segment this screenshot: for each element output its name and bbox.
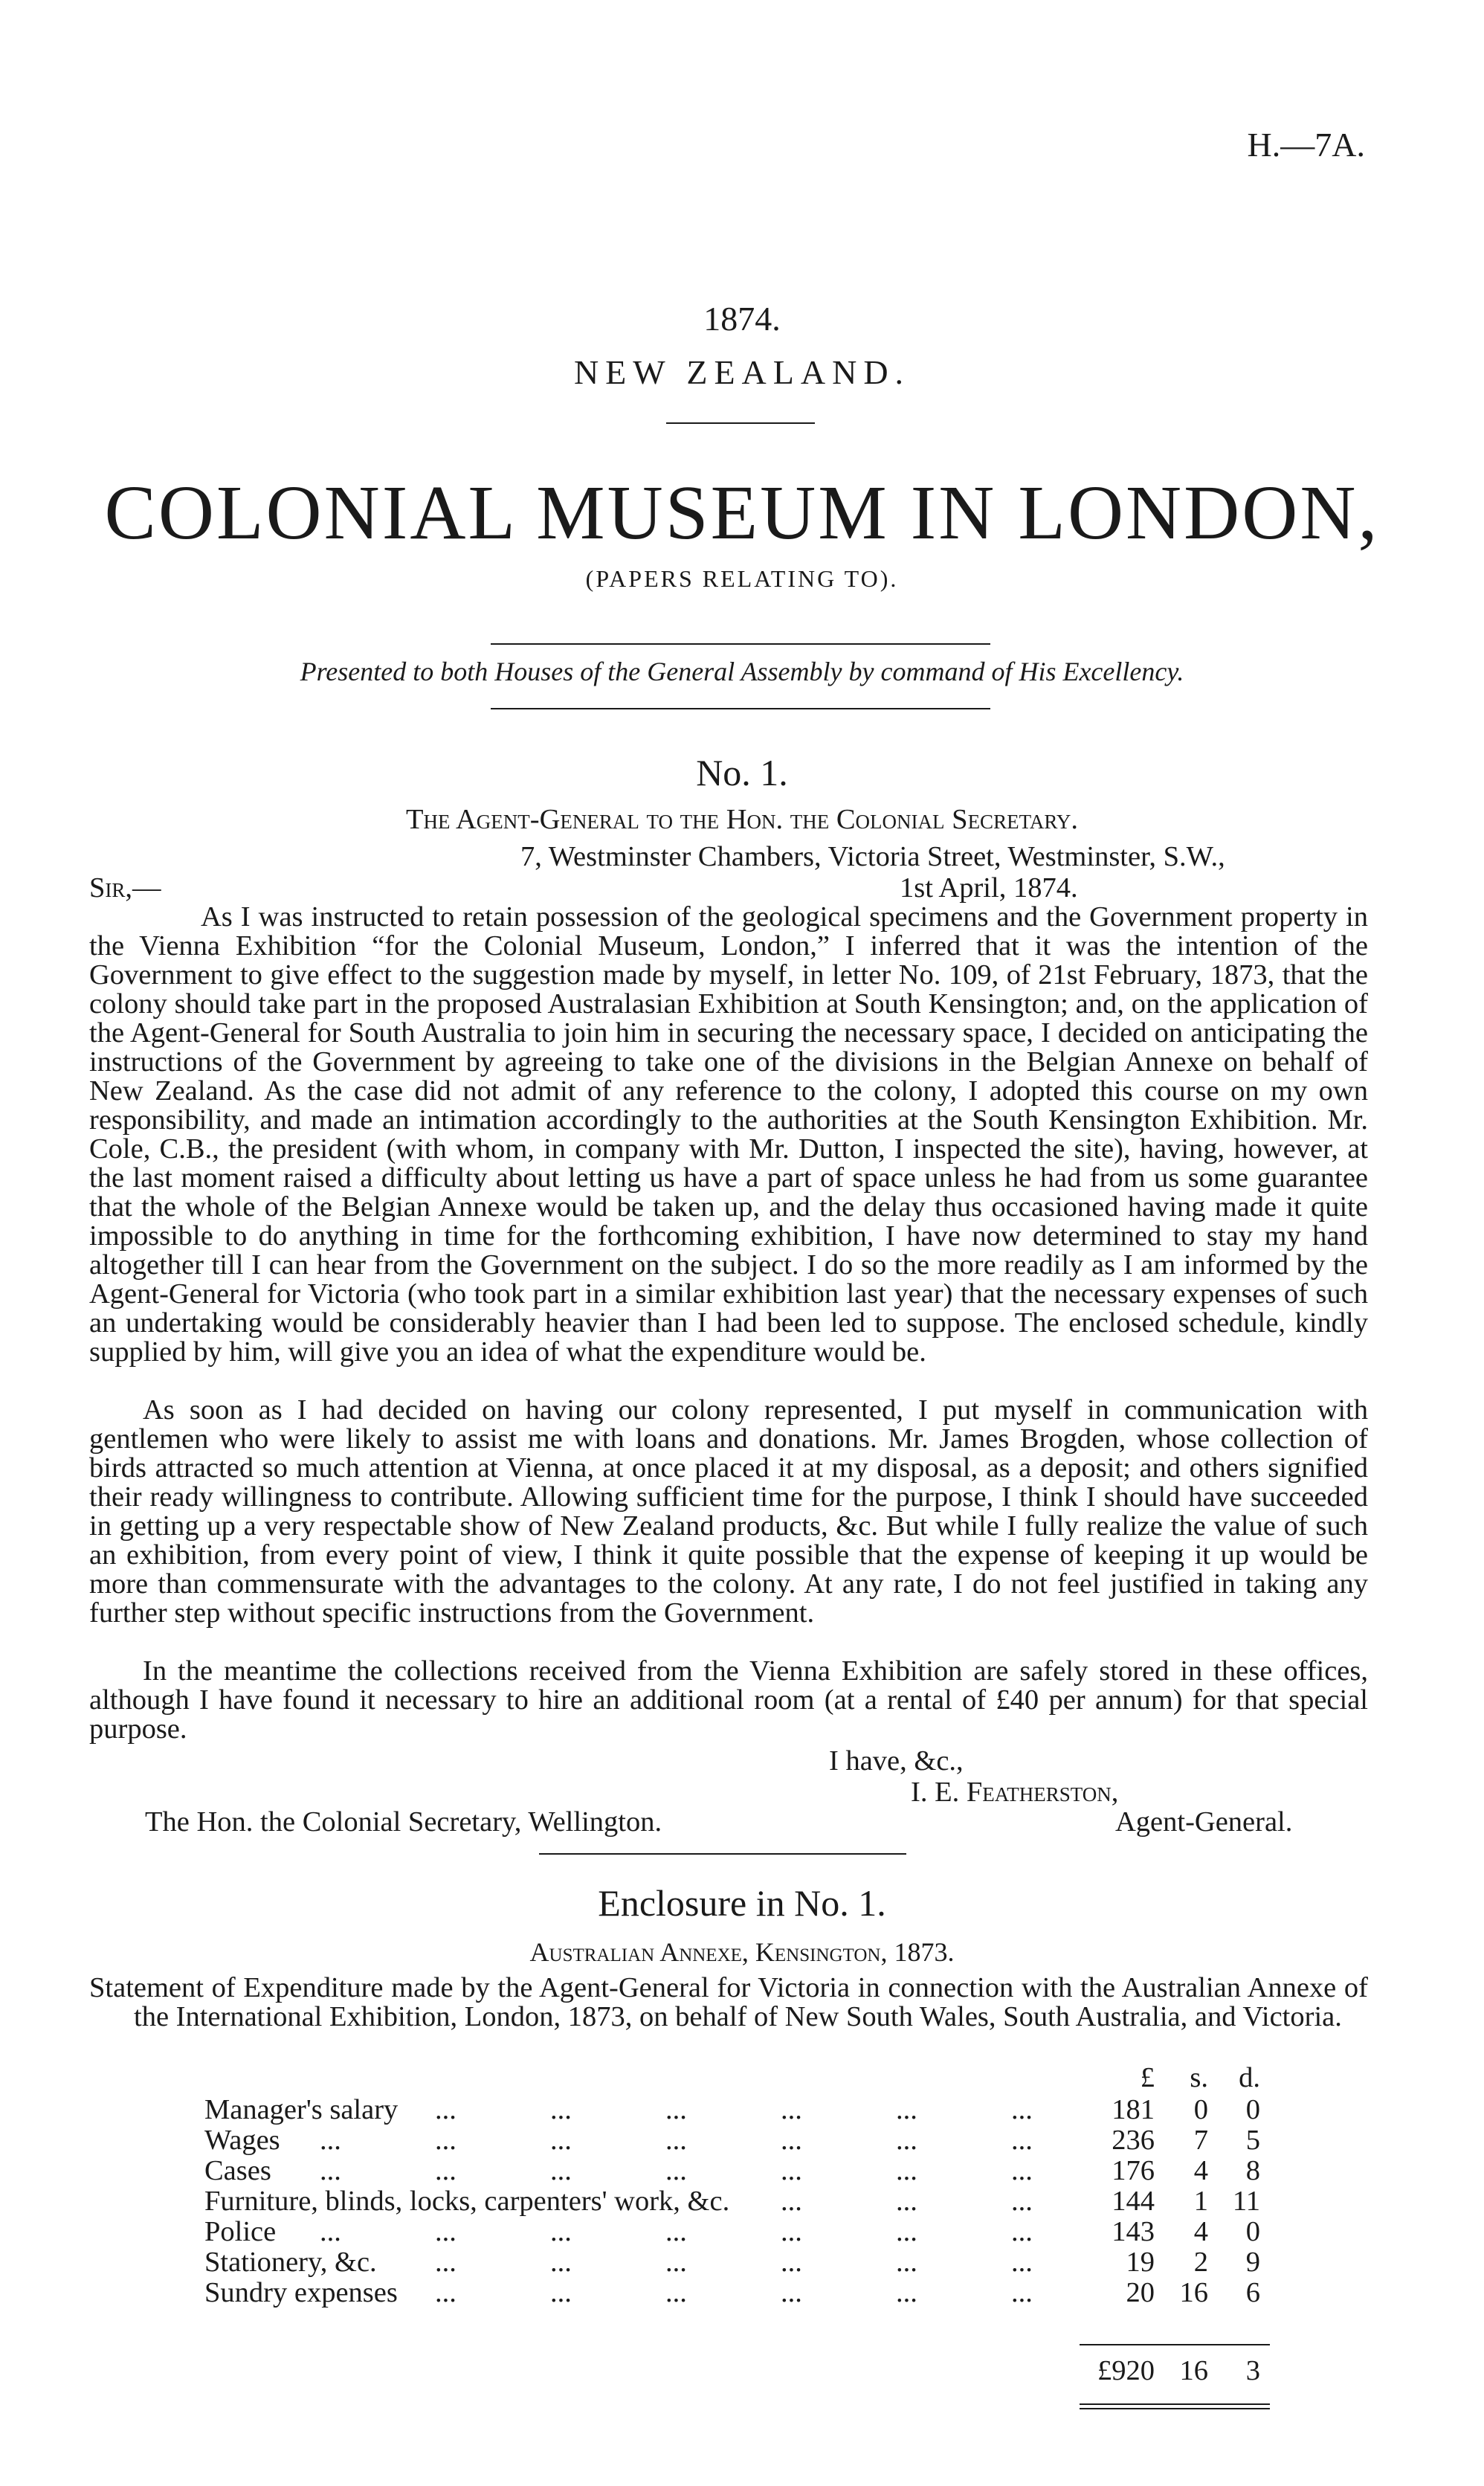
leader-dot: ...	[665, 2125, 687, 2156]
leader-dot: ...	[665, 2277, 687, 2308]
leader-dot: ...	[320, 2155, 341, 2186]
leader-dot: ...	[896, 2216, 917, 2247]
leader-dot: ...	[550, 2094, 572, 2125]
leader-dot: ...	[435, 2277, 457, 2308]
year: 1874.	[703, 300, 781, 338]
divider	[539, 1853, 906, 1855]
leader-dot: ...	[781, 2186, 802, 2217]
item-amount-pounds: 144	[1112, 2186, 1155, 2217]
total-double-rule	[1080, 2403, 1270, 2405]
item-amount-shillings: 7	[1193, 2125, 1208, 2156]
divider	[491, 643, 990, 645]
document-number: H.—7A.	[1247, 126, 1365, 164]
pence-header: d.	[1239, 2062, 1260, 2093]
item-label: Wages	[204, 2125, 280, 2156]
letter-date: 1st April, 1874.	[900, 872, 1078, 904]
leader-dot: ...	[435, 2247, 457, 2278]
leader-dot: ...	[1011, 2186, 1033, 2217]
leader-dot: ...	[896, 2277, 917, 2308]
leader-dot: ...	[550, 2216, 572, 2247]
leader-dot: ...	[665, 2216, 687, 2247]
leader-dot: ...	[781, 2155, 802, 2186]
leader-dot: ...	[1011, 2277, 1033, 2308]
page-title: COLONIAL MUSEUM IN LONDON,	[104, 470, 1380, 556]
letter-address: 7, Westminster Chambers, Victoria Street, Westminster, S.W.,	[520, 841, 1225, 872]
leader-dot: ...	[550, 2125, 572, 2156]
item-amount-pounds: 236	[1112, 2125, 1155, 2156]
item-amount-shillings: 0	[1193, 2094, 1208, 2125]
item-amount-pence: 11	[1232, 2186, 1260, 2217]
leader-dot: ...	[665, 2155, 687, 2186]
leader-dot: ...	[550, 2155, 572, 2186]
leader-dot: ...	[1011, 2216, 1033, 2247]
item-amount-shillings: 2	[1193, 2247, 1208, 2278]
enclosure-place: Australian Annexe, Kensington, 1873.	[529, 1937, 955, 1967]
item-amount-pounds: 19	[1126, 2247, 1155, 2278]
leader-dot: ...	[320, 2216, 341, 2247]
total-rule	[1080, 2344, 1270, 2345]
leader-dot: ...	[1011, 2155, 1033, 2186]
statement-text: Statement of Expenditure made by the Agent-General for Victoria in connection with the Australian Annexe of the International Exhibition, London, 1873, on behalf of New South Wales, South Australia, and Victoria.	[89, 1972, 1368, 2032]
item-amount-shillings: 4	[1193, 2155, 1208, 2186]
item-amount-shillings: 16	[1179, 2277, 1208, 2308]
letter-closing: I have, &c.,	[829, 1745, 964, 1777]
item-amount-pounds: 181	[1112, 2094, 1155, 2125]
signatory: I. E. Featherston,	[911, 1777, 1119, 1808]
leader-dot: ...	[435, 2125, 457, 2156]
salutation: Sir,—	[89, 872, 161, 904]
item-label: Stationery, &c.	[204, 2247, 377, 2278]
leader-dot: ...	[1011, 2125, 1033, 2156]
enclosure-heading: Enclosure in No. 1.	[598, 1882, 886, 1924]
item-label: Sundry expenses	[204, 2277, 398, 2308]
item-label: Police	[204, 2216, 277, 2247]
leader-dot: ...	[781, 2216, 802, 2247]
total-shillings: 16	[1179, 2355, 1208, 2386]
item-label: Cases	[204, 2155, 271, 2186]
item-amount-pounds: 176	[1112, 2155, 1155, 2186]
leader-dot: ...	[1011, 2094, 1033, 2125]
leader-dot: ...	[896, 2186, 917, 2217]
total-pence: 3	[1245, 2355, 1260, 2386]
total-pounds: £920	[1097, 2355, 1155, 2386]
addressee: The Hon. the Colonial Secretary, Wellington.	[145, 1806, 662, 1838]
leader-dot: ...	[896, 2247, 917, 2278]
leader-dot: ...	[781, 2094, 802, 2125]
item-amount-pounds: 143	[1112, 2216, 1155, 2247]
leader-dot: ...	[435, 2094, 457, 2125]
leader-dot: ...	[896, 2094, 917, 2125]
country: NEW ZEALAND.	[573, 353, 911, 391]
total-double-rule	[1080, 2408, 1270, 2409]
leader-dot: ...	[896, 2155, 917, 2186]
leader-dot: ...	[781, 2277, 802, 2308]
item-amount-shillings: 1	[1193, 2186, 1208, 2217]
letter-paragraph-2: As soon as I had decided on having our colony represented, I put myself in communication with gentlemen who were likely to assist me with loans and donations. Mr. James Brogden, whose collection of birds attracted so much attention at Vienna, at once placed it at my disposal, as a deposit; and others signified their ready willingness to contribute. Allowing sufficient time for the purpose, I think I should have succeeded in getting up a very respectable show of New Zealand products, &c. But while I fully realize the value of such an exhibition, from every point of view, I think it quite possible that the expense of keeping it up would be more than commensurate with the advantages to the colony. At any rate, I do not feel justified in taking any further step without specific instructions from the Government.	[89, 1394, 1368, 1629]
leader-dot: ...	[665, 2094, 687, 2125]
leader-dot: ...	[435, 2216, 457, 2247]
leader-dot: ...	[896, 2125, 917, 2156]
leader-dot: ...	[550, 2277, 572, 2308]
item-amount-pence: 8	[1245, 2155, 1260, 2186]
leader-dot: ...	[550, 2247, 572, 2278]
item-amount-pence: 9	[1245, 2247, 1260, 2278]
leader-dot: ...	[665, 2247, 687, 2278]
item-label: Furniture, blinds, locks, carpenters' work, &c.	[204, 2186, 730, 2217]
divider	[666, 422, 815, 424]
leader-dot: ...	[781, 2247, 802, 2278]
item-amount-pounds: 20	[1126, 2277, 1155, 2308]
leader-dot: ...	[781, 2125, 802, 2156]
shillings-header: s.	[1190, 2062, 1208, 2093]
pounds-header: £	[1140, 2062, 1155, 2093]
item-amount-pence: 0	[1245, 2216, 1260, 2247]
letter-number: No. 1.	[696, 752, 788, 793]
letter-paragraph-1: As I was instructed to retain possession of the geological specimens and the Government property in the Vienna Exhibition “for the Colonial Museum, London,” I inferred that it was the intention of the Government to give effect to the suggestion made by myself, in letter No. 109, of 21st February, 1873, that the colony should take part in the proposed Australasian Exhibition at South Kensington; and, on the application of the Agent-General for South Australia to join him in securing the necessary space, I decided on anticipating the instructions of the Government by agreeing to take one of the divisions in the Belgian Annexe on behalf of New Zealand. As the case did not admit of any reference to the colony, I adopted this course on my own responsibility, and made an intimation accordingly to the authorities at the South Kensington Exhibition. Mr. Cole, C.B., the president (with whom, in company with Mr. Dutton, I inspected the site), having, however, at the last moment raised a difficulty about letting us have a part of space unless he had from us some guarantee that the whole of the Belgian Annexe would be taken up, and the delay thus occasioned having made it quite impossible to do anything in time for the forthcoming exhibition, I have now determined to stay my hand altogether till I can hear from the Government on the subject. I do so the more readily as I am informed by the Agent-General for Victoria (who took part in a similar exhibition last year) that the necessary expenses of such an undertaking would be considerably heavier than I had been led to suppose. The enclosed schedule, kindly supplied by him, will give you an idea of what the expenditure would be.	[89, 901, 1368, 1368]
item-amount-pence: 5	[1245, 2125, 1260, 2156]
item-amount-pence: 6	[1245, 2277, 1260, 2308]
leader-dot: ...	[435, 2155, 457, 2186]
item-amount-pence: 0	[1245, 2094, 1260, 2125]
leader-dot: ...	[320, 2125, 341, 2156]
divider	[491, 708, 990, 709]
leader-dot: ...	[1011, 2247, 1033, 2278]
letter-paragraph-3: In the meantime the collections received from the Vienna Exhibition are safely stored in these offices, although I have found it necessary to hire an additional room (at a rental of £40 per annum) for that special purpose.	[89, 1655, 1368, 1745]
signatory-title: Agent-General.	[1115, 1806, 1293, 1838]
page-subtitle: (PAPERS RELATING TO).	[585, 565, 899, 592]
item-label: Manager's salary	[204, 2094, 399, 2125]
presented-line: Presented to both Houses of the General Assembly by command of His Excellency.	[300, 657, 1184, 686]
letter-from-to: The Agent-General to the Hon. the Colonial Secretary.	[405, 804, 1079, 835]
item-amount-shillings: 4	[1193, 2216, 1208, 2247]
